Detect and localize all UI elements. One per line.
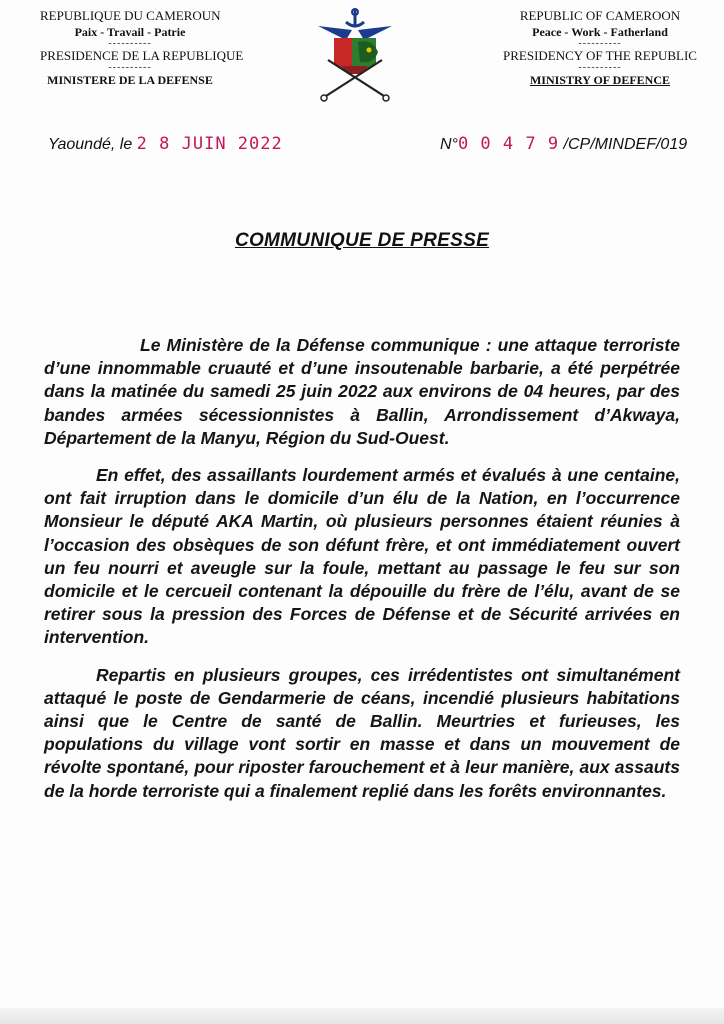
motto-fr: Paix - Travail - Patrie	[74, 25, 186, 39]
dateline-prefix: Yaoundé, le	[48, 136, 133, 153]
dateline	[48, 134, 283, 154]
page-bottom-edge	[0, 1008, 724, 1024]
paragraph-3: Repartis en plusieurs groupes, ces irrédentistes ont simultanément attaqué le poste de Gendarmerie de céans, incendié plusieurs habitations ainsi que le Centre de santé de Ballin. Meurtries et furieuses, les populations du village vont sortir en masse et dans un mouvement de révolte spontané, pour riposter farouchement et à leur manière, aux assauts de la horde terroriste qui a finalement replié dans les forêts environnantes.	[44, 664, 680, 801]
country-name-en: REPUBLIC OF CAMEROON	[519, 8, 681, 23]
presidency-fr: PRESIDENCE DE LA REPUBLIQUE	[40, 48, 244, 63]
page-title: COMMUNIQUE DE PRESSE	[234, 230, 490, 251]
motto-en: Peace - Work - Fatherland	[532, 25, 668, 39]
reference-prefix: N°	[440, 136, 458, 153]
communique-body	[44, 334, 680, 817]
reference-number	[440, 134, 687, 154]
ministry-of-defence-emblem-icon	[312, 8, 398, 104]
date-stamp: 2 8 JUIN 2022	[136, 134, 283, 154]
reference-suffix: /CP/MINDEF/019	[563, 136, 688, 153]
header-separator: ----------	[578, 62, 622, 73]
header-separator: ----------	[108, 38, 152, 49]
presidency-en: PRESIDENCY OF THE REPUBLIC	[503, 48, 697, 63]
country-name-fr: REPUBLIQUE DU CAMEROUN	[40, 8, 221, 23]
header-separator: ----------	[108, 62, 152, 73]
ministry-en: MINISTRY OF DEFENCE	[529, 73, 671, 87]
reference-stamp: 0 0 4 7 9	[457, 134, 560, 154]
header-left-french	[40, 8, 244, 88]
header-right-english	[500, 8, 700, 88]
paragraph-1: Le Ministère de la Défense communique : une attaque terroriste d’une innommable cruauté et d’une insoutenable barbarie, a été perpétrée dans la matinée du samedi 25 juin 2022 aux environs de 04 heures, par des bandes armées sécessionnistes à Ballin, Arrondissement d’Akwaya, Département de la Manyu, Région du Sud-Ouest.	[44, 335, 680, 448]
ministry-fr: MINISTERE DE LA DEFENSE	[47, 73, 213, 87]
paragraph-2: En effet, des assaillants lourdement armés et évalués à une centaine, ont fait irruption dans le domicile d’un élu de la Nation, en l’occurrence Monsieur le député AKA Martin, où plusieurs personnes étaient réunies à l’occasion des obsèques de son défunt frère, et ont immédiatement ouvert un feu nourri et aveugle sur la foule, mettant au passage le feu sur son domicile et le cercueil contenant la dépouille du frère de l’élu, avant de se retirer sous la pression des Forces de Défense et de Sécurité arrivées en intervention.	[44, 465, 680, 648]
header-separator: ----------	[578, 38, 622, 49]
